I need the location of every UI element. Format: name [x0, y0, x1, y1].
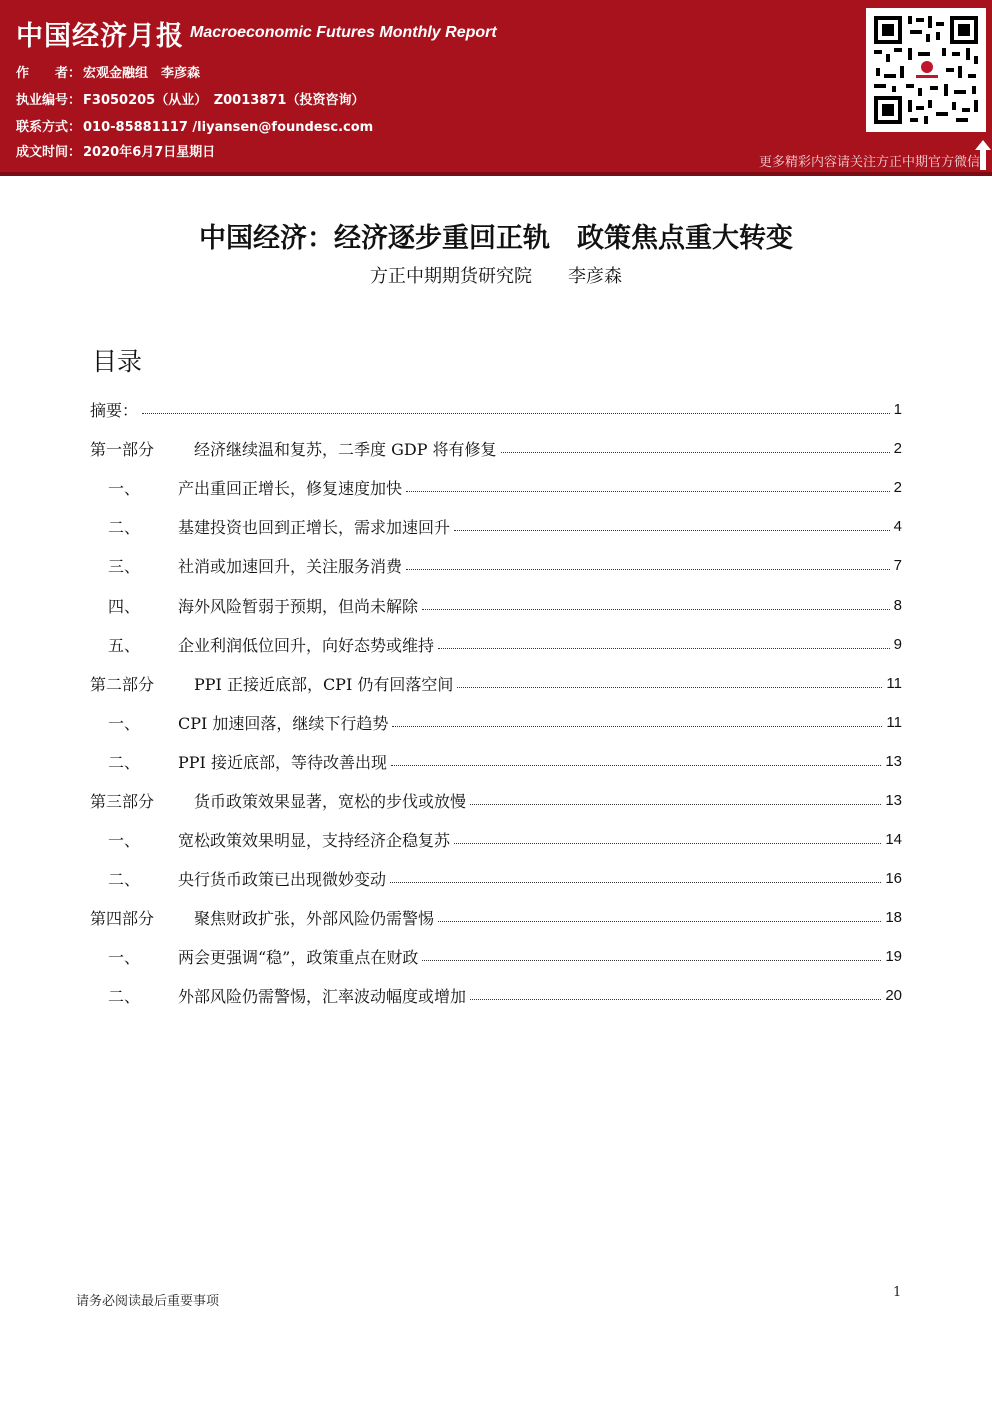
- toc-entry-number: 二、: [108, 752, 141, 772]
- toc-leader-dots: [457, 675, 882, 688]
- toc-entry-title: 摘要：: [90, 401, 139, 421]
- toc-entry-1-3[interactable]: [90, 546, 902, 585]
- toc-entry-number: 四、: [108, 596, 141, 616]
- toc-entry-part-4[interactable]: [90, 898, 902, 937]
- toc-entry-number: 一、: [108, 948, 141, 968]
- toc-entry-page: 8: [893, 596, 902, 614]
- toc-entry-number: 第三部分: [90, 791, 155, 811]
- toc-leader-dots: [406, 557, 890, 570]
- toc-entry-page: 9: [893, 635, 902, 653]
- toc-entry-title: 海外风险暂弱于预期，但尚未解除: [178, 596, 419, 616]
- toc-entry-page: 2: [893, 440, 902, 458]
- toc-entry-2-2[interactable]: [90, 742, 902, 781]
- toc-entry-number: 第四部分: [90, 909, 155, 929]
- qr-code-icon[interactable]: [866, 8, 986, 132]
- contact-value: 010-85881117 /liyansen@foundesc.com: [83, 120, 374, 135]
- toc-entry-number: 第二部分: [90, 674, 155, 694]
- toc-entry-title: 经济继续温和复苏，二季度 GDP 将有修复: [194, 440, 497, 460]
- date-value: 2020年6月7日星期日: [83, 145, 216, 160]
- up-arrow-icon: [975, 140, 991, 170]
- toc-leader-dots: [406, 479, 890, 492]
- author-row: [16, 62, 200, 81]
- toc-entry-title: 企业利润低位回升，向好态势或维持: [178, 635, 435, 655]
- toc-heading: 目录: [92, 347, 143, 376]
- table-of-contents: [90, 390, 902, 1016]
- toc-entry-part-2[interactable]: [90, 664, 902, 703]
- toc-entry-title: 两会更强调“稳”，政策重点在财政: [178, 948, 419, 968]
- toc-entry-title: 宽松政策效果明显，支持经济企稳复苏: [178, 831, 451, 851]
- date-label: 成文时间：: [16, 145, 82, 160]
- date-row: [16, 141, 215, 160]
- toc-entry-page: 11: [886, 713, 902, 731]
- toc-entry-title: PPI 接近底部，等待改善出现: [178, 752, 387, 772]
- toc-entry-2-1[interactable]: [90, 703, 902, 742]
- license-label: 执业编号：: [16, 93, 82, 108]
- toc-entry-page: 18: [885, 909, 902, 927]
- toc-entry-4-2[interactable]: [90, 976, 902, 1015]
- toc-entry-page: 13: [885, 791, 902, 809]
- toc-entry-title: 货币政策效果显著，宽松的步伐或放慢: [194, 791, 467, 811]
- follow-wechat-text: 更多精彩内容请关注方正中期官方微信: [758, 155, 980, 170]
- toc-entry-title: 社消或加速回升，关注服务消费: [178, 557, 403, 577]
- footer-page-number: 1: [893, 1285, 902, 1300]
- footer-disclaimer-note: 请务必阅读最后重要事项: [76, 1294, 220, 1309]
- toc-entry-number: 第一部分: [90, 440, 155, 460]
- toc-entry-number: 一、: [108, 713, 141, 733]
- author-label: 作 者：: [16, 66, 82, 81]
- toc-entry-number: 二、: [108, 987, 141, 1007]
- toc-entry-page: 14: [885, 831, 902, 849]
- toc-leader-dots: [422, 948, 881, 961]
- toc-leader-dots: [390, 870, 881, 883]
- toc-leader-dots: [470, 792, 881, 805]
- contact-label: 联系方式：: [16, 120, 82, 135]
- author-value: 宏观金融组 李彦森: [83, 66, 201, 81]
- license-row: [16, 89, 364, 108]
- toc-entry-part-1[interactable]: [90, 429, 902, 468]
- document-title: 中国经济：经济逐步重回正轨 政策焦点重大转变: [199, 223, 793, 254]
- toc-entry-page: 7: [893, 557, 902, 575]
- toc-entry-number: 二、: [108, 870, 141, 890]
- toc-leader-dots: [438, 636, 890, 649]
- toc-entry-page: 4: [893, 518, 902, 536]
- toc-entry-abstract[interactable]: [90, 390, 902, 429]
- toc-entry-title: 产出重回正增长，修复速度加快: [178, 479, 403, 499]
- toc-entry-title: CPI 加速回落，继续下行趋势: [178, 713, 389, 733]
- report-series-title: 中国经济月报: [16, 21, 184, 52]
- toc-entry-3-2[interactable]: [90, 859, 902, 898]
- toc-entry-page: 2: [893, 479, 902, 497]
- toc-entry-page: 13: [885, 752, 902, 770]
- toc-entry-page: 11: [886, 674, 902, 692]
- toc-entry-title: 聚焦财政扩张，外部风险仍需警惕: [194, 909, 435, 929]
- toc-leader-dots: [454, 831, 881, 844]
- toc-entry-number: 三、: [108, 557, 141, 577]
- toc-leader-dots: [501, 440, 890, 453]
- toc-entry-1-2[interactable]: [90, 507, 902, 546]
- header-divider: [0, 172, 992, 176]
- toc-leader-dots: [391, 753, 881, 766]
- toc-leader-dots: [142, 401, 890, 414]
- report-series-subtitle: Macroeconomic Futures Monthly Report: [190, 24, 497, 41]
- license-value: F3050205（从业） Z0013871（投资咨询）: [83, 93, 365, 108]
- toc-entry-part-3[interactable]: [90, 781, 902, 820]
- toc-entry-title: 基建投资也回到正增长，需求加速回升: [178, 518, 451, 538]
- toc-entry-page: 16: [885, 870, 902, 888]
- toc-entry-number: 五、: [108, 635, 141, 655]
- toc-entry-title: 外部风险仍需警惕，汇率波动幅度或增加: [178, 987, 467, 1007]
- toc-entry-title: 央行货币政策已出现微妙变动: [178, 870, 387, 890]
- toc-entry-title: PPI 正接近底部，CPI 仍有回落空间: [194, 674, 454, 694]
- toc-entry-number: 二、: [108, 518, 141, 538]
- toc-entry-1-5[interactable]: [90, 625, 902, 664]
- toc-leader-dots: [454, 518, 890, 531]
- toc-entry-1-4[interactable]: [90, 585, 902, 624]
- contact-row: [16, 116, 373, 135]
- toc-entry-number: 一、: [108, 479, 141, 499]
- toc-entry-page: 20: [885, 987, 902, 1005]
- toc-leader-dots: [438, 909, 881, 922]
- document-author: 方正中期期货研究院 李彦森: [370, 266, 622, 287]
- toc-leader-dots: [470, 987, 881, 1000]
- toc-entry-3-1[interactable]: [90, 820, 902, 859]
- toc-leader-dots: [392, 714, 882, 727]
- toc-entry-number: 一、: [108, 831, 141, 851]
- toc-entry-page: 1: [893, 401, 902, 419]
- toc-entry-1-1[interactable]: [90, 468, 902, 507]
- toc-entry-4-1[interactable]: [90, 937, 902, 976]
- toc-leader-dots: [422, 597, 890, 610]
- toc-entry-page: 19: [885, 948, 902, 966]
